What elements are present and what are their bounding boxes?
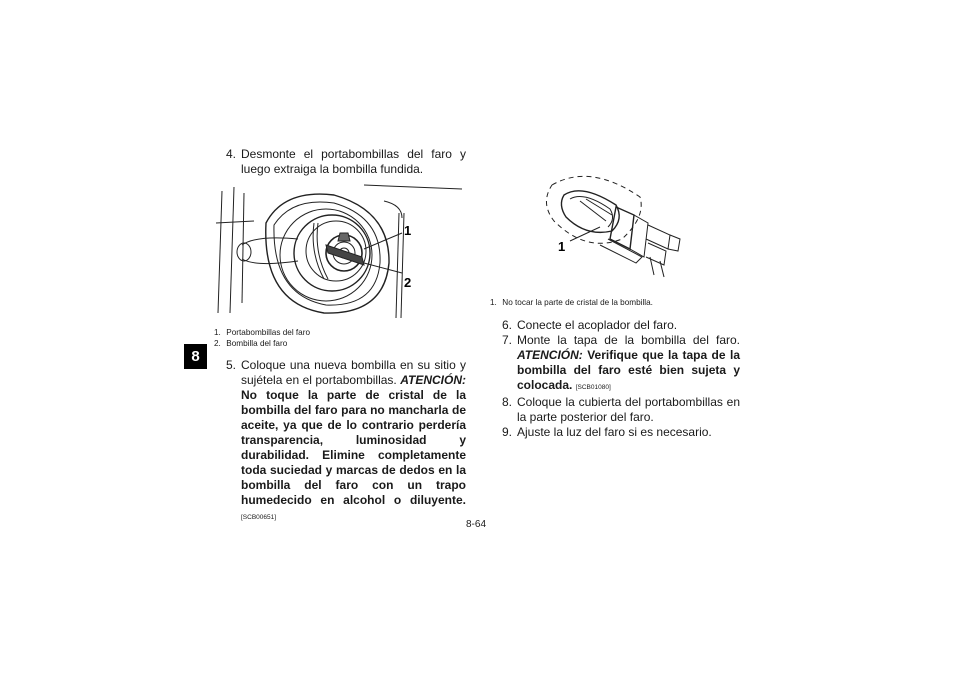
step-number: 4. [226,147,237,161]
callout-2: 2 [404,275,412,290]
figure-2-caption: 1. No tocar la parte de cristal de la bombilla. [490,298,653,307]
step-6: 6. Conecte el acoplador del faro. [502,318,678,332]
attention-text: No toque la parte de cristal de la bombilla del faro para no mancharla de aceite, ya que de lo contrario perdería transparencia, luminosidad y durabilidad. Elimine completamente toda suciedad y marcas de dedos en la bombilla del faro con un trapo humedecido en alcohol o diluyente. [241,388,466,507]
step-text: Monte la tapa de la bombilla del faro. [517,333,740,347]
step-7: 7. Monte la tapa de la bombilla del faro. ATENCIÓN: Verifique que la tapa de la bombilla del faro esté bien sujeta y colocada. [SCB01080] [502,333,740,392]
warning-code: [SCB00651] [241,514,277,521]
caption-1: 1. Portabombillas del faro [214,328,311,337]
step-number: 5. [226,358,237,372]
callout-1: 1 [558,239,566,254]
bulb-illustration [530,165,710,285]
figure-1-captions [214,327,466,349]
attention-label: ATENCIÓN: [400,373,466,387]
step-8: 8. Coloque la cubierta del portabombillas en la parte posterior del faro. [502,395,740,424]
attention-text: Verifique que la tapa de la bombilla del faro esté bien sujeta y colocada. [517,348,740,392]
attention-label: ATENCIÓN: [517,348,583,362]
step-text: Coloque la cubierta del portabombillas en la parte posterior del faro. [517,395,740,424]
chapter-tab: 8 [184,344,207,369]
step-text: Conecte el acoplador del faro. [517,318,678,332]
caption-2: 2. Bombilla del faro [214,339,288,348]
step-5 [214,358,466,525]
page-number: 8-64 [466,519,487,530]
headlight-bulb-holder-illustration [214,183,466,323]
step-text: Coloque una nueva bombilla en su sitio y sujétela en el portabombillas. [241,358,466,387]
step-9: 9. Ajuste la luz del faro si es necesario. [502,425,712,439]
step-4 [214,147,466,177]
step-text: Ajuste la luz del faro si es necesario. [517,425,712,439]
step-text: Desmonte el portabombillas del faro y luego extraiga la bombilla fundida. [241,147,466,176]
warning-code: [SCB01080] [575,384,611,391]
callout-1: 1 [404,223,412,238]
steps-6-to-9 [490,318,740,440]
